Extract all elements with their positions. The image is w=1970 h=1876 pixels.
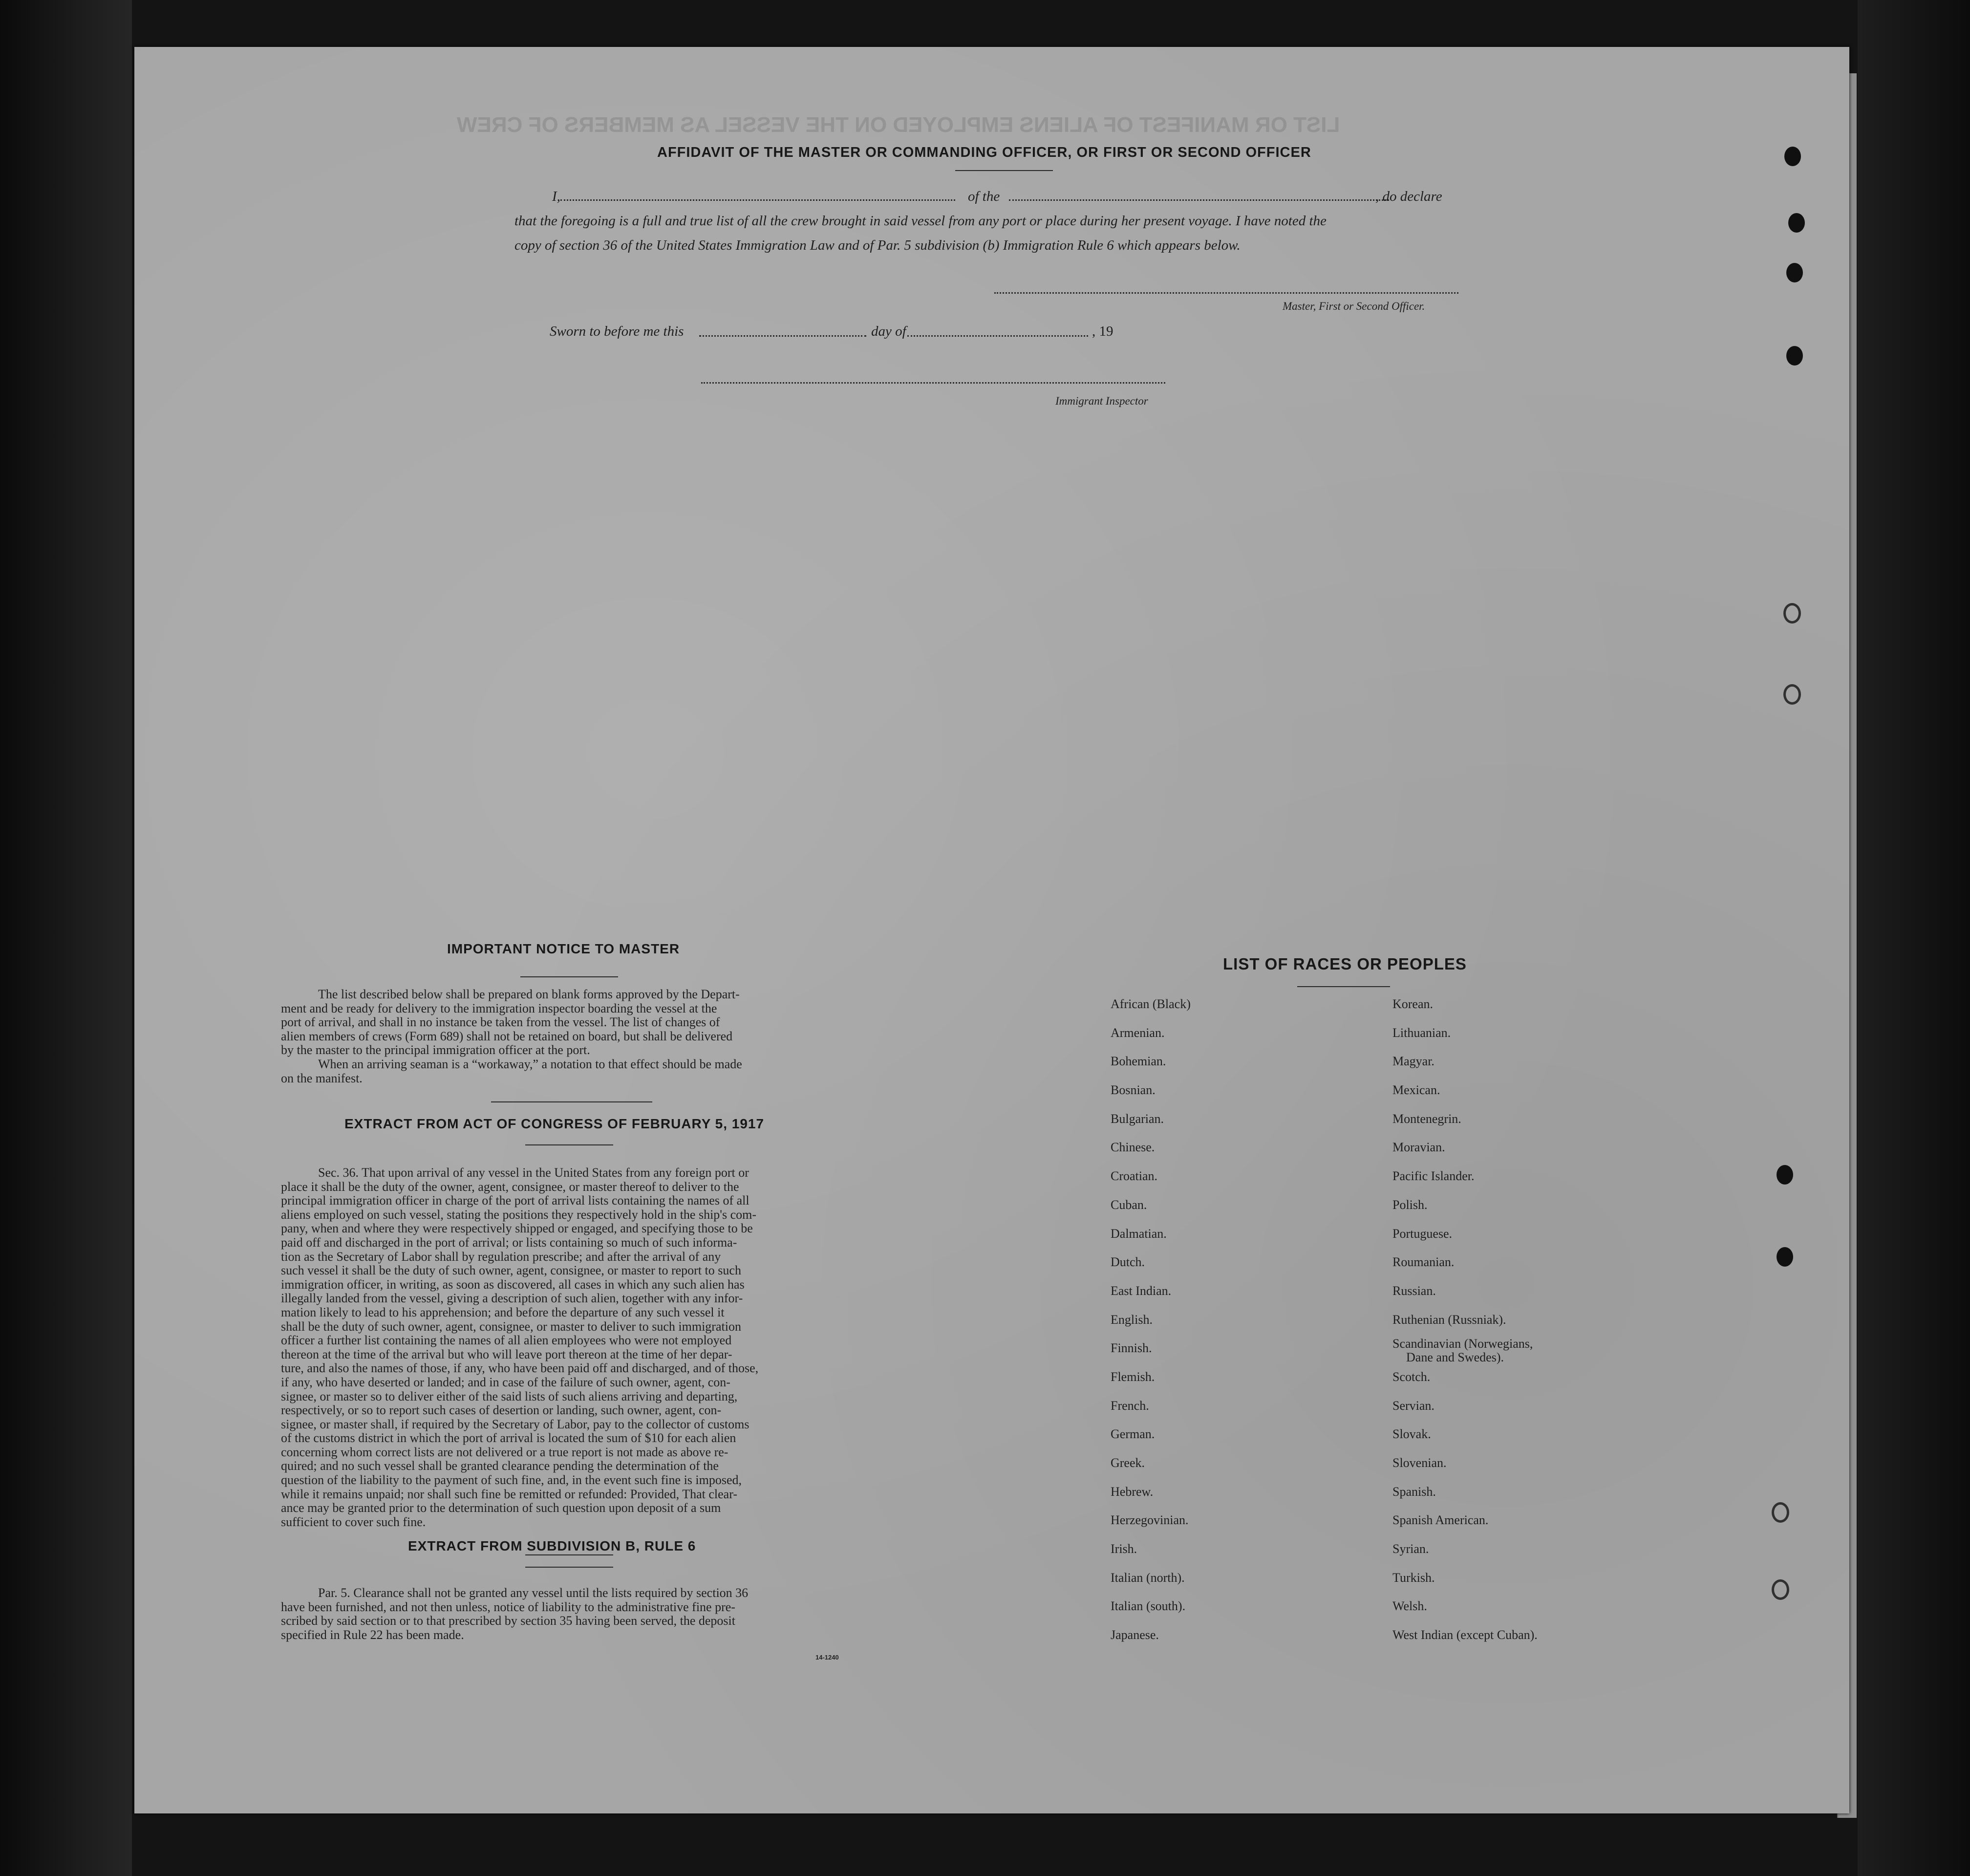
scan-border-left [0,0,132,1876]
notice-text: The list described below shall be prepared on blank forms approved by the Depart- ment and be ready for delivery to the immigration inspector boarding the vessel at the port of arrival, and shall in no instance be taken from the vessel. The list of changes of alien members of crews (Form 689) shall not be retained on board, but shall be delivered by the master to the principal immigration officer at the port. When an arriving seaman is a “workaway,” a notation to that effect should be made on the manifest. [281,987,742,1085]
year-label: , 19 [1092,323,1113,339]
binder-hole [1788,213,1805,233]
binder-hole [1784,147,1801,166]
act-text: Sec. 36. That upon arrival of any vessel in the United States from any foreign port or place it shall be the duty of the owner, agent, consignee, or master thereof to deliver to the principal immigration officer in charge of the port of arrival lists containing the names of all aliens employed on such vessel, stating the positions they respectively hold in the ship's com- pany, when and where they were respectively shipped or engaged, and specifying those to be paid off and discharged in the port of arrival; or lists containing so much of such informa- tion as the Secretary of Labor shall by regulation prescribe; and after the arrival of any such vessel it shall be the duty of such owner, agent, consignee, or master to report to such immigration officer, in writing, as soon as discovered, all cases in which any such alien has illegally landed from the vessel, giving a description of such alien, together with any infor- mation likely to lead to his apprehension; and before the departure of any such vessel it shall be the duty of such owner, agent, consignee, or master to deliver to such immigration officer a further list containing the names of all alien employees who were not employed thereon at the time of the arrival but who will leave port thereon at the time of her depar- ture, and also the names of those, if any, who have been paid off and discharged, and of those, if any, who have deserted or landed; and in case of the failure of such owner, agent, con- signee, or master so to deliver either of the said lists of such aliens arriving and departing, respectively, or so to report such cases of desertion or landing, such owner, agent, con- signee, or master shall, if required by the Secretary of Labor, pay to the collector of customs of the customs district in which the port of arrival is located the sum of $10 for each alien concerning whom correct lists are not delivered or a true report is not made as above re- quired; and no such vessel shall be granted clearance pending the determination of the question of the liability to the payment of such fine, and, in the event such fine is imposed, while it remains unpaid; nor shall such fine be remitted or refunded: Provided, That clear- ance may be granted prior to the determination of such question upon deposit of a sum sufficient to cover such fine. [281,1165,759,1529]
title-rule [955,170,1053,171]
race-item: English. [1111,1312,1153,1327]
race-item: Bosnian. [1111,1083,1156,1098]
race-item: French. [1111,1398,1149,1413]
race-item: Slovenian. [1392,1456,1447,1470]
race-item: Mexican. [1392,1083,1440,1098]
race-item: German. [1111,1427,1155,1442]
bleedthrough-header: LIST OR MANIFEST OF ALIENS EMPLOYED ON THE VESSEL AS MEMBERS OF CREW [457,113,1340,137]
rule-title: EXTRACT FROM SUBDIVISION B, RULE 6 [408,1538,696,1553]
notice-title: IMPORTANT NOTICE TO MASTER [447,941,680,956]
race-item: Polish. [1392,1197,1428,1212]
race-item: Servian. [1392,1398,1435,1413]
race-item: Bulgarian. [1111,1111,1164,1126]
affidavit-text-line1: that the foregoing is a full and true list of all the crew brought in said vessel from any port or place during her present voyage. I have noted the [514,213,1327,229]
act-title: EXTRACT FROM ACT OF CONGRESS OF FEBRUARY 5, 1917 [344,1116,765,1131]
race-item: Flemish. [1111,1369,1155,1384]
binder-hole [1777,1247,1793,1267]
act-rule-bottom [525,1144,613,1145]
race-item: Scotch. [1392,1369,1431,1384]
vessel-blank [1009,199,1389,201]
race-item: Roumanian. [1392,1255,1455,1270]
rule-rule-top [525,1554,613,1555]
binder-hole-open [1783,603,1801,624]
race-item: Cuban. [1111,1197,1147,1212]
binder-hole [1786,263,1803,282]
race-item: Bohemian. [1111,1054,1166,1069]
races-rule [1297,986,1390,987]
binder-hole [1786,346,1803,366]
race-item: Herzegovinian. [1111,1513,1189,1528]
race-item: Moravian. [1392,1140,1445,1155]
sworn-label: Sworn to before me this [550,323,684,339]
race-item: Finnish. [1111,1341,1152,1356]
race-item: Lithuanian. [1392,1025,1451,1040]
affidavit-i-label: I, [552,189,560,204]
race-item: Hebrew. [1111,1484,1154,1499]
race-item: Dutch. [1111,1255,1145,1270]
race-item: Spanish. [1392,1484,1436,1499]
race-item: Dalmatian. [1111,1226,1167,1241]
binder-hole [1777,1165,1793,1185]
inspector-label: Immigrant Inspector [1055,395,1148,407]
sworn-month-blank [907,335,1088,337]
race-item: Magyar. [1392,1054,1435,1069]
affidavit-title: AFFIDAVIT OF THE MASTER OR COMMANDING OFFICER, OR FIRST OR SECOND OFFICER [657,145,1311,160]
day-of-label: day of [871,323,906,339]
master-label: Master, First or Second Officer. [1283,300,1425,312]
race-item: Syrian. [1392,1542,1429,1556]
affidavit-of-the-label: of the [968,189,1000,204]
race-item: Greek. [1111,1456,1145,1470]
race-item: Japanese. [1111,1628,1159,1642]
race-item: Korean. [1392,997,1434,1011]
race-item: Turkish. [1392,1570,1435,1585]
race-item: Croatian. [1111,1169,1158,1184]
race-item: East Indian. [1111,1283,1172,1298]
name-blank [560,199,955,201]
sworn-day-blank [699,335,866,337]
master-signature-line [994,292,1458,294]
race-item: Armenian. [1111,1025,1165,1040]
binder-hole-open [1772,1579,1789,1600]
affidavit-do-declare: , do declare [1375,189,1442,204]
race-item: Ruthenian (Russniak). [1392,1312,1506,1327]
binder-hole-open [1783,684,1801,705]
races-left-column [1111,990,1384,1650]
race-item: Welsh. [1392,1599,1427,1614]
form-number: 14-1240 [815,1654,839,1661]
rule-text: Par. 5. Clearance shall not be granted any vessel until the lists required by section 36 have been furnished, and not then unless, notice of liability to the administrative fine pre- scribed by said section or to that prescribed by section 35 having been served, the deposit specified in Rule 22 has been made. [281,1586,749,1642]
race-item: West Indian (except Cuban). [1392,1628,1538,1642]
race-item: Chinese. [1111,1140,1155,1155]
race-item: Montenegrin. [1392,1111,1461,1126]
document-page [134,47,1849,1813]
race-item: Spanish American. [1392,1513,1489,1528]
act-rule-top [491,1101,652,1102]
races-title: LIST OF RACES OR PEOPLES [1223,955,1467,973]
scan-border-right [1858,0,1970,1876]
races-right-column [1392,990,1744,1650]
rule-rule-bottom [525,1567,613,1568]
affidavit-text-line2: copy of section 36 of the United States Immigration Law and of Par. 5 subdivision (b) Immigration Rule 6 which appears below. [514,237,1241,253]
notice-rule [520,976,618,977]
race-item: African (Black) [1111,997,1191,1011]
race-item: Italian (south). [1111,1599,1186,1614]
inspector-signature-line [701,382,1165,384]
binder-hole-open [1772,1502,1789,1523]
race-item: Slovak. [1392,1427,1431,1442]
race-item: Russian. [1392,1283,1436,1298]
race-item: Pacific Islander. [1392,1169,1475,1184]
race-item: Portuguese. [1392,1226,1453,1241]
race-item-two-line: Scandinavian (Norwegians, Dane and Swedes). [1392,1337,1533,1365]
race-item: Irish. [1111,1542,1137,1556]
race-item: Italian (north). [1111,1570,1185,1585]
